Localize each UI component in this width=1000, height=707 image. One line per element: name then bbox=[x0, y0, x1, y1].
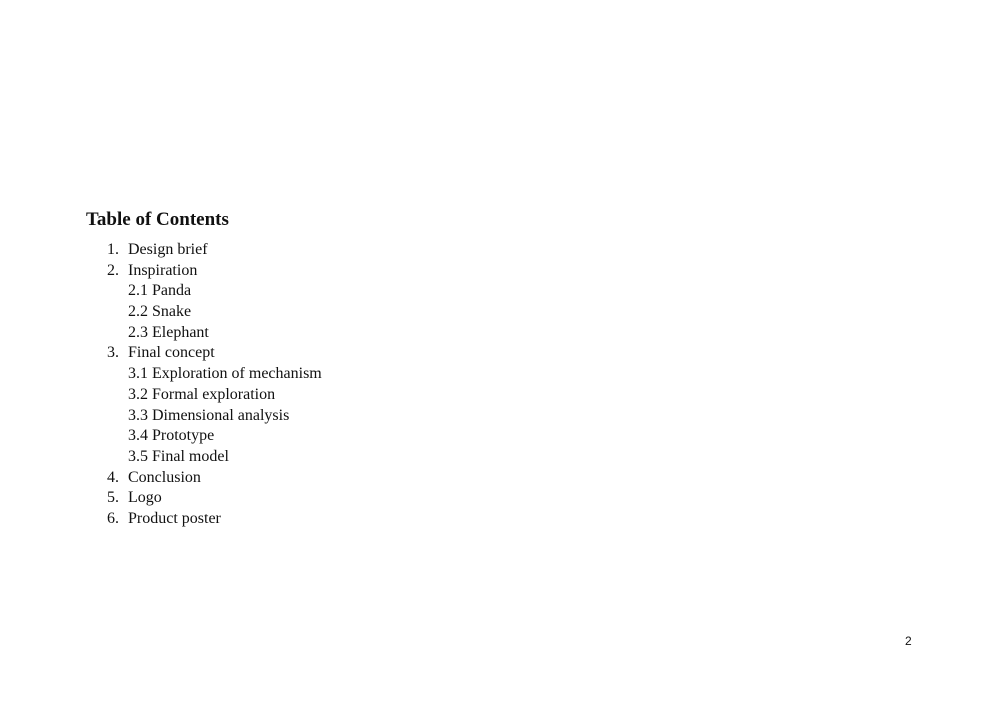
toc-entry-label: Conclusion bbox=[128, 468, 201, 486]
toc-entry-label: Logo bbox=[128, 489, 162, 507]
toc-entry-label: 3.1 Exploration of mechanism bbox=[128, 365, 322, 383]
toc-entry-label: 2.3 Elephant bbox=[128, 323, 209, 341]
toc-entry-label: Inspiration bbox=[128, 261, 198, 279]
page-title: Table of Contents bbox=[86, 209, 229, 230]
toc-entry-number: 3. bbox=[107, 344, 119, 362]
toc-entry-label: 3.4 Prototype bbox=[128, 427, 215, 445]
toc-entry-label: Product poster bbox=[128, 509, 221, 527]
toc-entry-label: 3.2 Formal exploration bbox=[128, 385, 276, 403]
toc-entry-number: 2. bbox=[107, 261, 119, 279]
toc-entry-label: 2.1 Panda bbox=[128, 282, 192, 300]
toc-entry-number: 4. bbox=[107, 468, 119, 486]
toc-entry-number: 1. bbox=[107, 241, 119, 258]
toc-entry-number: 6. bbox=[107, 509, 119, 527]
toc-entry-label: Final concept bbox=[128, 344, 215, 362]
toc-entry-label: Design brief bbox=[128, 241, 208, 258]
toc-entry-number: 5. bbox=[107, 489, 119, 507]
toc-entry-label: 3.5 Final model bbox=[128, 447, 229, 465]
page-number: 2 bbox=[905, 634, 912, 648]
toc-entry-label: 2.2 Snake bbox=[128, 303, 192, 321]
toc-entry-label: 3.3 Dimensional analysis bbox=[128, 406, 290, 424]
